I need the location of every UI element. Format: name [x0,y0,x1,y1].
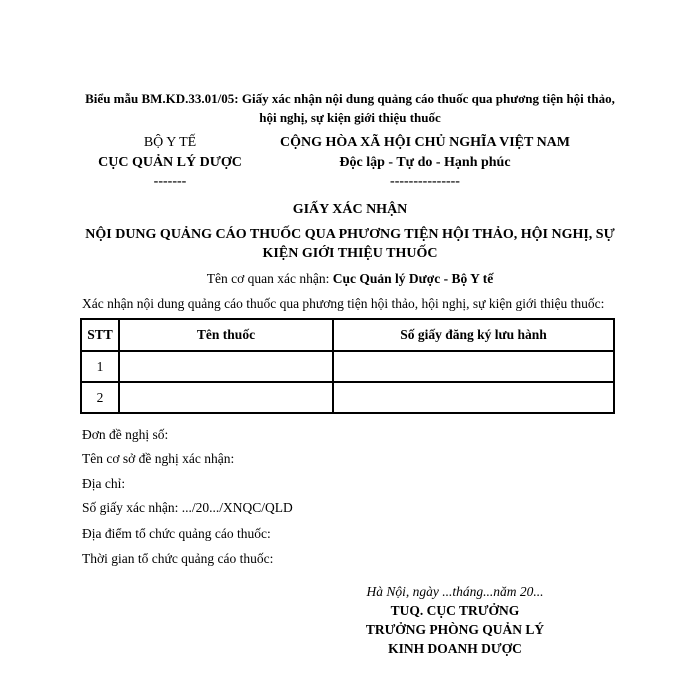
header-stt: STT [81,319,119,351]
nation-name: CỘNG HÒA XÃ HỘI CHỦ NGHĨA VIỆT NAM [279,135,570,150]
request-number-field: Đơn đề nghị số: [82,427,169,442]
venue-field: Địa điểm tổ chức quảng cáo thuốc: [82,526,271,541]
drug-name-cell [119,382,333,413]
header-drug-name: Tên thuốc [119,319,333,351]
table-header-row [81,319,614,351]
issuing-agency [95,133,245,191]
ministry-name: BỘ Y TẾ [143,135,197,150]
registration-no-cell [333,382,614,413]
signature-date: Hà Nội, ngày ...tháng...năm 20... [366,584,544,599]
nation-separator: --------------- [390,174,460,189]
confirmation-number-field: Số giấy xác nhận: .../20.../XNQC/QLD [82,500,293,515]
signature-line-3: KINH DOANH DƯỢC [388,641,522,656]
registration-no-cell [333,351,614,382]
time-field: Thời gian tổ chức quảng cáo thuốc: [82,551,274,566]
department-name: CỤC QUẢN LÝ DƯỢC [98,155,242,170]
confirm-agency-line [80,270,620,288]
nation-motto: Độc lập - Tự do - Hạnh phúc [339,155,511,170]
row-number: 1 [81,351,119,382]
form-code-title: Biểu mẫu BM.KD.33.01/05: Giấy xác nhận nội dung quảng cáo thuốc qua phương tiện hội thảo, hội nghị, sự kiện giới thiệu thuốc [85,91,615,125]
confirm-agency-value: Cục Quản lý Dược - Bộ Y tế [332,271,494,286]
document-title: GIẤY XÁC NHẬN [292,202,408,217]
confirm-agency-label: Tên cơ quan xác nhận: [206,271,333,286]
national-header [270,133,580,191]
confirmation-intro: Xác nhận nội dung quảng cáo thuốc qua phương tiện hội thảo, hội nghị, sự kiện giới thiệu thuốc: [82,296,605,311]
table-row [81,351,614,382]
table-row [81,382,614,413]
address-field: Địa chỉ: [82,476,126,491]
drug-name-cell [119,351,333,382]
document-subtitle: NỘI DUNG QUẢNG CÁO THUỐC QUA PHƯƠNG TIỆN HỘI THẢO, HỘI NGHỊ, SỰ KIỆN GIỚI THIỆU THUỐC [85,227,615,261]
signature-line-1: TUQ. CỤC TRƯỞNG [390,603,520,618]
agency-separator: ------- [153,174,187,189]
header-registration-no: Số giấy đăng ký lưu hành [333,319,614,351]
signature-block [350,582,560,658]
requester-name-field: Tên cơ sở đề nghị xác nhận: [82,451,235,466]
signature-line-2: TRƯỞNG PHÒNG QUẢN LÝ [365,622,545,637]
drug-table [80,318,615,414]
row-number: 2 [81,382,119,413]
